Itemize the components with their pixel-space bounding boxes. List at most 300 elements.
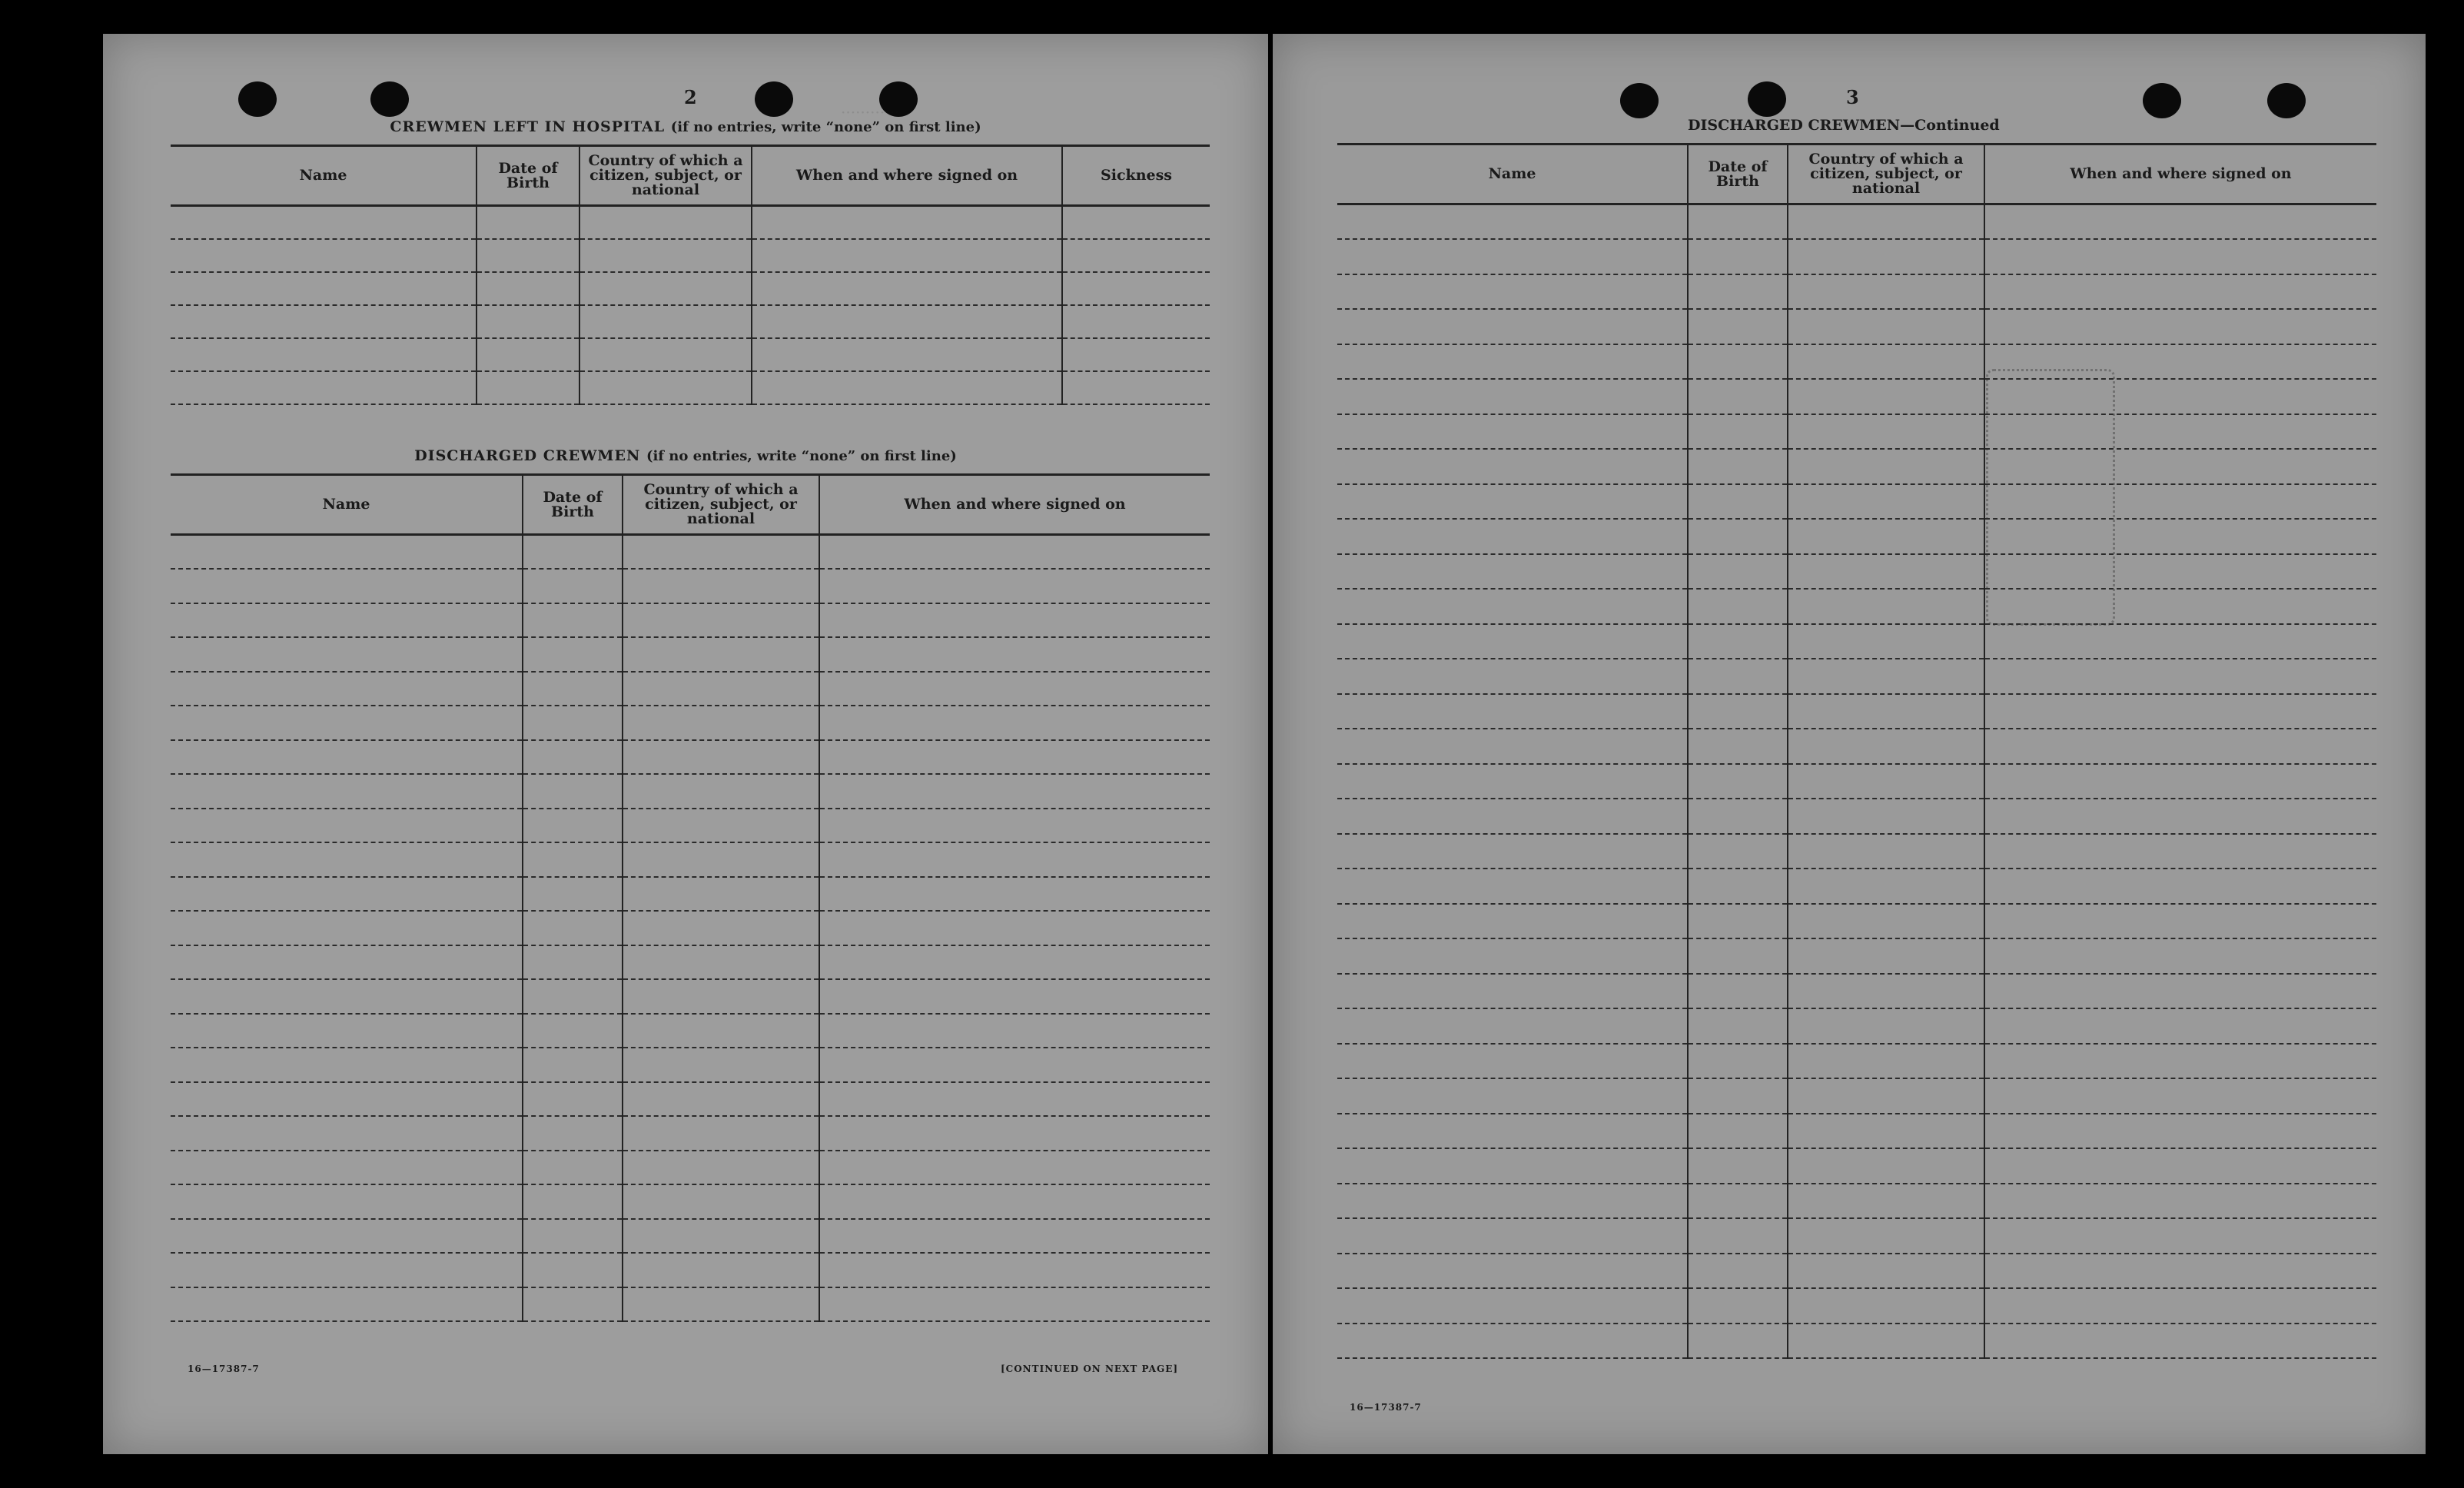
blank-cell xyxy=(523,706,623,740)
blank-cell xyxy=(623,877,819,912)
column-header-date-of-birth: Date of Birth xyxy=(523,475,623,535)
page-number: 3 xyxy=(1846,86,1859,108)
blank-cell xyxy=(623,1116,819,1151)
column-header-name: Name xyxy=(171,475,523,535)
blank-cell xyxy=(1688,799,1788,834)
punch-hole xyxy=(238,81,277,117)
column-header-date-of-birth: Date of Birth xyxy=(477,146,579,206)
blank-cell xyxy=(1337,869,1688,904)
table-row xyxy=(171,672,1210,706)
blank-cell xyxy=(819,877,1210,912)
blank-cell xyxy=(1788,274,1984,310)
form-page-right xyxy=(1273,34,2426,1454)
blank-cell xyxy=(1788,938,1984,974)
column-header-signed-on: When and where signed on xyxy=(752,146,1062,206)
table-row xyxy=(1337,414,2376,450)
blank-cell xyxy=(523,740,623,775)
table-row xyxy=(1337,938,2376,974)
blank-cell xyxy=(1984,344,2376,380)
blank-cell xyxy=(1688,519,1788,554)
blank-cell xyxy=(1688,554,1788,590)
blank-cell xyxy=(1337,1114,1688,1149)
hospital-instruction: (if no entries, write “none” on first line) xyxy=(670,119,981,135)
blank-cell xyxy=(819,1048,1210,1082)
blank-cell xyxy=(171,1116,523,1151)
table-row xyxy=(1337,1218,2376,1254)
blank-cell xyxy=(523,672,623,706)
blank-cell xyxy=(171,272,477,305)
table-row xyxy=(1337,834,2376,869)
table-row xyxy=(1337,274,2376,310)
blank-cell xyxy=(1688,834,1788,869)
blank-cell xyxy=(1337,554,1688,590)
blank-cell xyxy=(623,774,819,809)
discharged-continued-title: DISCHARGED CREWMEN—Continued xyxy=(1688,117,2000,134)
blank-cell xyxy=(623,1287,819,1322)
blank-cell xyxy=(579,239,752,272)
blank-cell xyxy=(623,1219,819,1254)
blank-cell xyxy=(1984,1324,2376,1359)
blank-cell xyxy=(819,842,1210,877)
blank-cell xyxy=(819,1253,1210,1287)
blank-cell xyxy=(1984,414,2376,450)
blank-cell xyxy=(1788,694,1984,729)
column-header-country: Country of which a citizen, subject, or national xyxy=(1788,144,1984,204)
blank-cell xyxy=(1788,799,1984,834)
blank-cell xyxy=(523,877,623,912)
blank-cell xyxy=(623,740,819,775)
blank-cell xyxy=(623,1184,819,1219)
blank-cell xyxy=(623,1014,819,1048)
table-row xyxy=(171,1253,1210,1287)
hospital-section-title xyxy=(103,118,1268,135)
table-row xyxy=(171,338,1210,371)
blank-cell xyxy=(1337,414,1688,450)
blank-cell xyxy=(579,338,752,371)
blank-cell xyxy=(1688,274,1788,310)
blank-cell xyxy=(1688,729,1788,764)
punch-hole xyxy=(1748,81,1786,117)
blank-cell xyxy=(1788,659,1984,694)
blank-cell xyxy=(477,338,579,371)
blank-cell xyxy=(819,1219,1210,1254)
blank-cell xyxy=(752,239,1062,272)
blank-cell xyxy=(1688,344,1788,380)
blank-cell xyxy=(171,672,523,706)
blank-cell xyxy=(579,272,752,305)
blank-cell xyxy=(1688,379,1788,414)
blank-cell xyxy=(171,1287,523,1322)
blank-cell xyxy=(477,305,579,338)
blank-cell xyxy=(523,1184,623,1219)
blank-cell xyxy=(579,371,752,404)
page-number: 2 xyxy=(684,86,697,108)
table-row xyxy=(1337,799,2376,834)
blank-cell xyxy=(1337,519,1688,554)
blank-cell xyxy=(623,842,819,877)
table-row xyxy=(1337,1078,2376,1114)
table-row xyxy=(1337,1008,2376,1044)
table-row xyxy=(1337,1148,2376,1184)
blank-cell xyxy=(1788,519,1984,554)
table-row xyxy=(171,1287,1210,1322)
blank-cell xyxy=(1688,694,1788,729)
blank-cell xyxy=(1788,834,1984,869)
blank-cell xyxy=(1788,379,1984,414)
blank-cell xyxy=(1788,1114,1984,1149)
blank-cell xyxy=(1788,974,1984,1009)
blank-cell xyxy=(171,371,477,404)
blank-cell xyxy=(819,569,1210,603)
blank-cell xyxy=(1337,938,1688,974)
blank-cell xyxy=(819,979,1210,1014)
blank-cell xyxy=(1062,272,1210,305)
blank-cell xyxy=(1062,239,1210,272)
blank-cell xyxy=(1788,309,1984,344)
table-row xyxy=(1337,239,2376,274)
blank-cell xyxy=(1337,659,1688,694)
column-header-signed-on: When and where signed on xyxy=(1984,144,2376,204)
table-row xyxy=(1337,519,2376,554)
column-header-country: Country of which a citizen, subject, or national xyxy=(579,146,752,206)
blank-cell xyxy=(1788,1254,1984,1289)
blank-cell xyxy=(1337,729,1688,764)
blank-cell xyxy=(523,1287,623,1322)
blank-cell xyxy=(1337,449,1688,484)
blank-cell xyxy=(1062,305,1210,338)
blank-cell xyxy=(819,1014,1210,1048)
table-row xyxy=(1337,1288,2376,1324)
column-header-name: Name xyxy=(171,146,477,206)
blank-cell xyxy=(1788,1288,1984,1324)
blank-cell xyxy=(523,809,623,843)
blank-cell xyxy=(1337,1288,1688,1324)
blank-cell xyxy=(1984,309,2376,344)
blank-cell xyxy=(752,371,1062,404)
blank-cell xyxy=(171,1151,523,1185)
table-row xyxy=(1337,694,2376,729)
blank-cell xyxy=(171,1014,523,1048)
table-row xyxy=(1337,344,2376,380)
blank-cell xyxy=(171,535,523,570)
blank-cell xyxy=(1984,938,2376,974)
table-row xyxy=(1337,589,2376,624)
table-row xyxy=(171,1151,1210,1185)
blank-cell xyxy=(1984,274,2376,310)
blank-cell xyxy=(1688,589,1788,624)
table-row xyxy=(1337,659,2376,694)
blank-cell xyxy=(1688,1324,1788,1359)
blank-cell xyxy=(819,603,1210,638)
punch-hole xyxy=(1620,83,1659,118)
blank-cell xyxy=(1337,1078,1688,1114)
table-row xyxy=(171,706,1210,740)
column-header-signed-on: When and where signed on xyxy=(819,475,1210,535)
table-row xyxy=(171,206,1210,239)
blank-cell xyxy=(1337,204,1688,240)
blank-cell xyxy=(1788,1044,1984,1079)
blank-cell xyxy=(1984,379,2376,414)
blank-cell xyxy=(1788,904,1984,939)
blank-cell xyxy=(171,1082,523,1117)
blank-cell xyxy=(1337,904,1688,939)
blank-cell xyxy=(1337,1218,1688,1254)
blank-cell xyxy=(1337,799,1688,834)
blank-cell xyxy=(1788,414,1984,450)
punch-hole xyxy=(370,81,409,117)
blank-cell xyxy=(623,672,819,706)
blank-cell xyxy=(171,877,523,912)
blank-cell xyxy=(819,911,1210,945)
blank-cell xyxy=(1688,1254,1788,1289)
blank-cell xyxy=(1984,1148,2376,1184)
blank-cell xyxy=(819,1082,1210,1117)
blank-cell xyxy=(1062,338,1210,371)
table-row xyxy=(171,842,1210,877)
blank-cell xyxy=(1337,274,1688,310)
punch-hole xyxy=(2143,83,2181,118)
blank-cell xyxy=(752,338,1062,371)
discharged-continued-table xyxy=(1337,143,2376,1359)
blank-cell xyxy=(1337,834,1688,869)
table-row xyxy=(171,1048,1210,1082)
blank-cell xyxy=(819,706,1210,740)
table-row xyxy=(171,239,1210,272)
table-row xyxy=(171,637,1210,672)
blank-cell xyxy=(623,809,819,843)
blank-cell xyxy=(1337,1254,1688,1289)
blank-cell xyxy=(1984,1044,2376,1079)
blank-cell xyxy=(1788,239,1984,274)
blank-cell xyxy=(1688,904,1788,939)
blank-cell xyxy=(1984,904,2376,939)
table-row xyxy=(1337,449,2376,484)
blank-cell xyxy=(1984,1218,2376,1254)
blank-cell xyxy=(1337,624,1688,659)
blank-cell xyxy=(1788,554,1984,590)
blank-cell xyxy=(1788,1078,1984,1114)
table-row xyxy=(171,740,1210,775)
table-row xyxy=(1337,1324,2376,1359)
blank-cell xyxy=(623,637,819,672)
blank-cell xyxy=(171,206,477,239)
blank-cell xyxy=(1788,1008,1984,1044)
blank-cell xyxy=(1788,729,1984,764)
blank-cell xyxy=(1984,834,2376,869)
blank-cell xyxy=(1688,938,1788,974)
table-row xyxy=(171,774,1210,809)
blank-cell xyxy=(1688,1218,1788,1254)
table-row xyxy=(171,979,1210,1014)
table-row xyxy=(1337,904,2376,939)
blank-cell xyxy=(1688,1008,1788,1044)
blank-cell xyxy=(1337,239,1688,274)
table-row xyxy=(171,911,1210,945)
table-row xyxy=(171,877,1210,912)
blank-cell xyxy=(1788,1184,1984,1219)
blank-cell xyxy=(1984,204,2376,240)
blank-cell xyxy=(1984,1008,2376,1044)
blank-cell xyxy=(1984,1254,2376,1289)
blank-cell xyxy=(819,774,1210,809)
blank-cell xyxy=(523,842,623,877)
blank-cell xyxy=(1688,1114,1788,1149)
blank-cell xyxy=(623,911,819,945)
blank-cell xyxy=(819,1184,1210,1219)
blank-cell xyxy=(1688,309,1788,344)
blank-cell xyxy=(1337,589,1688,624)
blank-cell xyxy=(752,272,1062,305)
table-row xyxy=(171,535,1210,570)
table-row xyxy=(1337,764,2376,799)
table-row xyxy=(171,809,1210,843)
table-row xyxy=(171,1184,1210,1219)
blank-cell xyxy=(819,945,1210,980)
table-row xyxy=(171,569,1210,603)
blank-cell xyxy=(819,535,1210,570)
blank-cell xyxy=(1688,1078,1788,1114)
blank-cell xyxy=(819,637,1210,672)
blank-cell xyxy=(623,603,819,638)
blank-cell xyxy=(523,637,623,672)
blank-cell xyxy=(1688,449,1788,484)
blank-cell xyxy=(1688,484,1788,520)
blank-cell xyxy=(523,1082,623,1117)
blank-cell xyxy=(171,1253,523,1287)
blank-cell xyxy=(623,535,819,570)
blank-cell xyxy=(523,535,623,570)
column-header-name: Name xyxy=(1337,144,1688,204)
discharged-title-text: DISCHARGED CREWMEN xyxy=(414,447,641,464)
table-row xyxy=(1337,379,2376,414)
form-number: 16—17387-7 xyxy=(188,1363,260,1374)
blank-cell xyxy=(1984,484,2376,520)
blank-cell xyxy=(819,1287,1210,1322)
punch-hole xyxy=(2267,83,2306,118)
blank-cell xyxy=(1788,484,1984,520)
blank-cell xyxy=(1688,1148,1788,1184)
blank-cell xyxy=(1688,1044,1788,1079)
blank-cell xyxy=(1688,414,1788,450)
blank-cell xyxy=(1688,974,1788,1009)
blank-cell xyxy=(1984,1288,2376,1324)
blank-cell xyxy=(1984,659,2376,694)
table-row xyxy=(1337,1184,2376,1219)
table-row xyxy=(171,1219,1210,1254)
table-row xyxy=(1337,484,2376,520)
blank-cell xyxy=(1984,764,2376,799)
blank-cell xyxy=(1688,1184,1788,1219)
blank-cell xyxy=(1984,1184,2376,1219)
discharged-instruction: (if no entries, write “none” on first line) xyxy=(646,448,957,464)
blank-cell xyxy=(1688,204,1788,240)
blank-cell xyxy=(1788,589,1984,624)
blank-cell xyxy=(1984,519,2376,554)
blank-cell xyxy=(819,1151,1210,1185)
table-row xyxy=(1337,869,2376,904)
blank-cell xyxy=(1337,694,1688,729)
blank-cell xyxy=(1337,974,1688,1009)
blank-cell xyxy=(579,206,752,239)
blank-cell xyxy=(1337,1324,1688,1359)
blank-cell xyxy=(819,740,1210,775)
blank-cell xyxy=(1337,484,1688,520)
table-row xyxy=(171,272,1210,305)
table-row xyxy=(171,603,1210,638)
discharged-table xyxy=(171,473,1210,1322)
blank-cell xyxy=(523,911,623,945)
blank-cell xyxy=(579,305,752,338)
blank-cell xyxy=(171,809,523,843)
blank-cell xyxy=(1788,1218,1984,1254)
blank-cell xyxy=(623,1253,819,1287)
table-row xyxy=(1337,204,2376,240)
table-row xyxy=(1337,1254,2376,1289)
blank-cell xyxy=(171,1048,523,1082)
blank-cell xyxy=(523,1014,623,1048)
blank-cell xyxy=(523,569,623,603)
blank-cell xyxy=(1984,1114,2376,1149)
column-header-sickness: Sickness xyxy=(1062,146,1210,206)
blank-cell xyxy=(1688,239,1788,274)
blank-cell xyxy=(523,979,623,1014)
table-row xyxy=(1337,729,2376,764)
blank-cell xyxy=(1984,799,2376,834)
form-page-left xyxy=(103,34,1268,1454)
blank-cell xyxy=(623,945,819,980)
column-header-date-of-birth: Date of Birth xyxy=(1688,144,1788,204)
blank-cell xyxy=(1337,1184,1688,1219)
table-row xyxy=(171,305,1210,338)
table-row xyxy=(1337,1044,2376,1079)
table-row xyxy=(171,1116,1210,1151)
blank-cell xyxy=(623,1151,819,1185)
bleed-through-text: ············ xyxy=(841,103,900,121)
blank-cell xyxy=(523,774,623,809)
blank-cell xyxy=(819,1116,1210,1151)
blank-cell xyxy=(523,1253,623,1287)
blank-cell xyxy=(623,1048,819,1082)
blank-cell xyxy=(523,1151,623,1185)
table-row xyxy=(1337,309,2376,344)
table-row xyxy=(171,371,1210,404)
blank-cell xyxy=(752,206,1062,239)
blank-cell xyxy=(623,979,819,1014)
blank-cell xyxy=(1984,239,2376,274)
blank-cell xyxy=(171,740,523,775)
blank-cell xyxy=(1337,1148,1688,1184)
blank-cell xyxy=(1788,344,1984,380)
blank-cell xyxy=(1984,974,2376,1009)
blank-cell xyxy=(1337,309,1688,344)
blank-cell xyxy=(523,603,623,638)
blank-cell xyxy=(1688,1288,1788,1324)
blank-cell xyxy=(1337,344,1688,380)
blank-cell xyxy=(1337,1044,1688,1079)
blank-cell xyxy=(523,1116,623,1151)
discharged-section-title xyxy=(103,447,1268,464)
blank-cell xyxy=(477,272,579,305)
blank-cell xyxy=(477,239,579,272)
column-header-country: Country of which a citizen, subject, or national xyxy=(623,475,819,535)
blank-cell xyxy=(623,569,819,603)
table-row xyxy=(171,1082,1210,1117)
blank-cell xyxy=(1337,379,1688,414)
blank-cell xyxy=(1984,694,2376,729)
hospital-table xyxy=(171,144,1210,405)
table-row xyxy=(1337,554,2376,590)
table-row xyxy=(171,1014,1210,1048)
